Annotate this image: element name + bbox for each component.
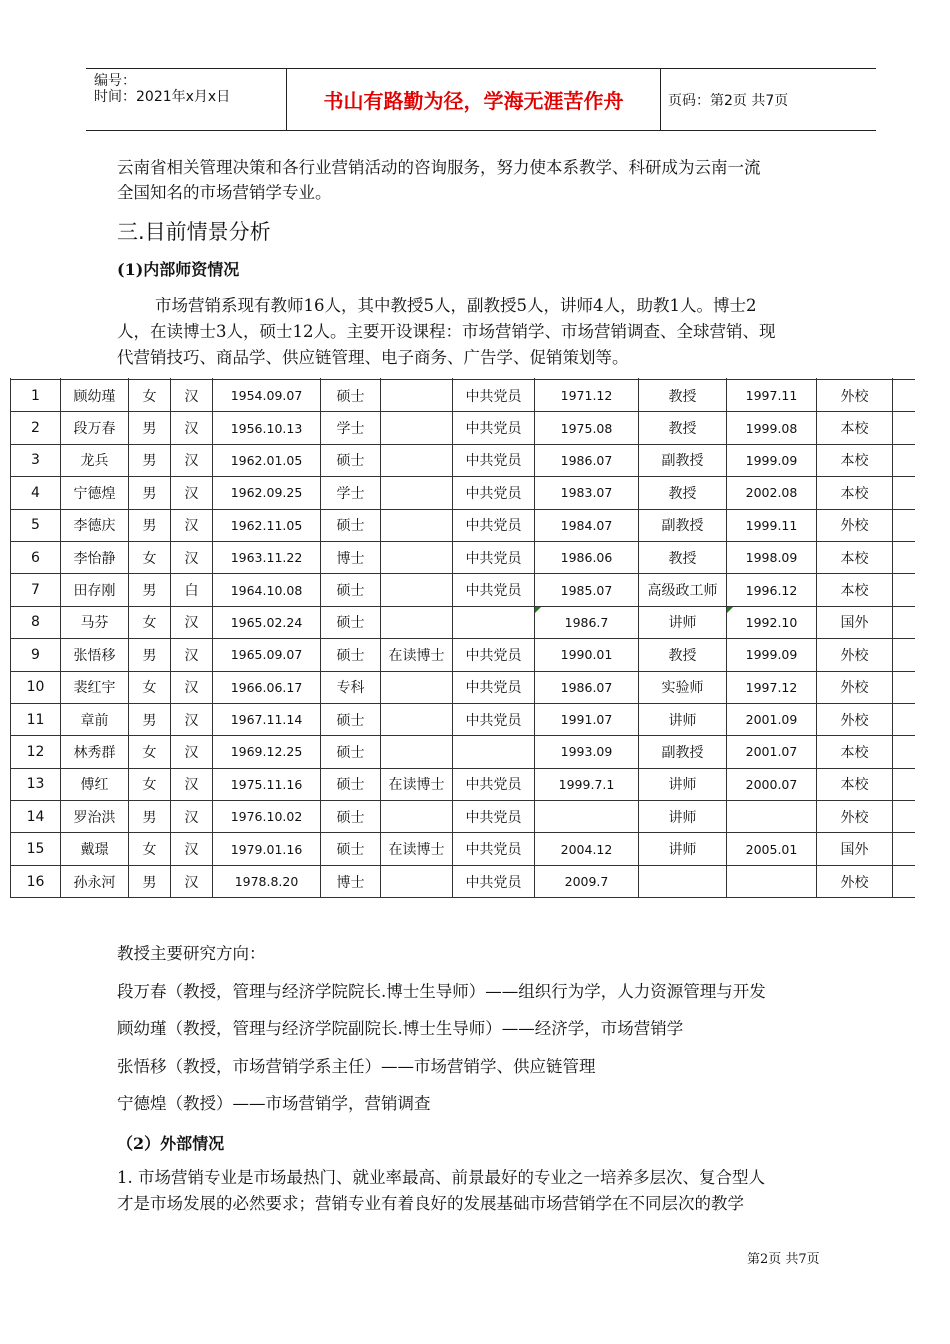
cell-ethnicity: 汉 — [171, 801, 213, 833]
cell-phd-status — [381, 801, 453, 833]
cell-ethnicity: 汉 — [171, 833, 213, 865]
cell-origin: 外校 — [817, 509, 893, 541]
cell-row-number: 12 — [11, 736, 61, 768]
cell-gender: 男 — [129, 477, 171, 509]
cell-work-start: 1986.07 — [535, 444, 639, 476]
cell-row-number: 1 — [11, 380, 61, 412]
cell-row-number: 16 — [11, 865, 61, 897]
cell-title: 实验师 — [639, 671, 727, 703]
cell-name: 傅红 — [61, 768, 129, 800]
cell-degree: 硕士 — [321, 703, 381, 735]
table-row — [11, 833, 916, 865]
cell-row-number: 15 — [11, 833, 61, 865]
table-row — [11, 412, 916, 444]
cell-origin: 本校 — [817, 541, 893, 573]
cell-ethnicity: 汉 — [171, 509, 213, 541]
cell-origin: 外校 — [817, 703, 893, 735]
cell-party: 中共党员 — [453, 574, 535, 606]
cell-title: 讲师 — [639, 606, 727, 638]
cell-title-date: 2001.07 — [727, 736, 817, 768]
cell-row-number: 11 — [11, 703, 61, 735]
cell-birth-date: 1978.8.20 — [213, 865, 321, 897]
cell-origin: 外校 — [817, 671, 893, 703]
cell-gender: 女 — [129, 380, 171, 412]
cell-birth-date: 1965.09.07 — [213, 639, 321, 671]
page-footer: 第2页 共7页 — [747, 1252, 820, 1267]
cell-degree: 硕士 — [321, 833, 381, 865]
cell-gender: 女 — [129, 541, 171, 573]
cell-name: 罗治洪 — [61, 801, 129, 833]
cell-party — [453, 736, 535, 768]
cell-birth-date: 1962.01.05 — [213, 444, 321, 476]
cell-ethnicity: 汉 — [171, 639, 213, 671]
cell-row-number: 7 — [11, 574, 61, 606]
cell-ethnicity: 汉 — [171, 541, 213, 573]
cell-birth-date: 1962.11.05 — [213, 509, 321, 541]
cell-origin: 本校 — [817, 477, 893, 509]
cell-origin: 国外 — [817, 833, 893, 865]
cell-phd-status — [381, 444, 453, 476]
cell-name: 段万春 — [61, 412, 129, 444]
cell-title-date: 1999.09 — [727, 639, 817, 671]
cell-birth-date: 1954.09.07 — [213, 380, 321, 412]
cell-phd-status: 在读博士 — [381, 833, 453, 865]
cell-party: 中共党员 — [453, 865, 535, 897]
cell-work-start: 1993.09 — [535, 736, 639, 768]
cell-birth-date: 1969.12.25 — [213, 736, 321, 768]
cell-work-start: 1991.07 — [535, 703, 639, 735]
cell-edge — [893, 509, 916, 541]
cell-title-date: 2000.07 — [727, 768, 817, 800]
cell-phd-status — [381, 736, 453, 768]
cell-degree: 学士 — [321, 477, 381, 509]
cell-origin: 本校 — [817, 768, 893, 800]
cell-party: 中共党员 — [453, 801, 535, 833]
cell-title-date: 1999.09 — [727, 444, 817, 476]
cell-origin: 本校 — [817, 444, 893, 476]
page-header — [86, 68, 876, 131]
cell-party: 中共党员 — [453, 444, 535, 476]
cell-edge — [893, 444, 916, 476]
cell-degree: 硕士 — [321, 768, 381, 800]
header-motto: 书山有路勤为径，学海无涯苦作舟 — [287, 69, 661, 130]
cell-work-start: 1983.07 — [535, 477, 639, 509]
cell-ethnicity: 汉 — [171, 380, 213, 412]
table-row — [11, 606, 916, 638]
cell-title-date: 2001.09 — [727, 703, 817, 735]
table-row — [11, 865, 916, 897]
cell-title-date: 2005.01 — [727, 833, 817, 865]
cell-birth-date: 1966.06.17 — [213, 671, 321, 703]
para1-line-3: 代营销技巧、商品学、供应链管理、电子商务、广告学、促销策划等。 — [117, 348, 629, 367]
cell-title: 教授 — [639, 412, 727, 444]
cell-degree: 专科 — [321, 671, 381, 703]
cell-phd-status — [381, 865, 453, 897]
cell-edge — [893, 865, 916, 897]
intro-line-2: 全国知名的市场营销学专业。 — [117, 183, 332, 202]
table-row — [11, 444, 916, 476]
cell-title-date — [727, 801, 817, 833]
cell-work-start: 1986.07 — [535, 671, 639, 703]
cell-title-date: 1997.12 — [727, 671, 817, 703]
cell-title: 讲师 — [639, 801, 727, 833]
cell-row-number: 13 — [11, 768, 61, 800]
header-number-label: 编号： — [94, 73, 136, 89]
para2-line-2: 才是市场发展的必然要求；营销专业有着良好的发展基础市场营销学在不同层次的教学 — [117, 1194, 744, 1213]
cell-title: 教授 — [639, 639, 727, 671]
cell-ethnicity: 汉 — [171, 736, 213, 768]
cell-title: 教授 — [639, 477, 727, 509]
cell-phd-status — [381, 574, 453, 606]
cell-work-start — [535, 801, 639, 833]
cell-name: 龙兵 — [61, 444, 129, 476]
cell-gender: 女 — [129, 833, 171, 865]
cell-birth-date: 1962.09.25 — [213, 477, 321, 509]
table-row — [11, 703, 916, 735]
cell-title — [639, 865, 727, 897]
cell-edge — [893, 541, 916, 573]
cell-title-date: 1998.09 — [727, 541, 817, 573]
staff-table — [10, 378, 915, 903]
cell-origin: 外校 — [817, 380, 893, 412]
cell-row-number: 8 — [11, 606, 61, 638]
table-row — [11, 574, 916, 606]
cell-title: 教授 — [639, 541, 727, 573]
cell-title-date: 2002.08 — [727, 477, 817, 509]
cell-degree: 学士 — [321, 412, 381, 444]
cell-degree: 硕士 — [321, 509, 381, 541]
cell-gender: 男 — [129, 509, 171, 541]
table-row — [11, 801, 916, 833]
table-row — [11, 509, 916, 541]
cell-work-start: 1986.7 — [535, 606, 639, 638]
cell-name: 宁德煌 — [61, 477, 129, 509]
cell-title: 副教授 — [639, 736, 727, 768]
cell-name: 顾幼瑾 — [61, 380, 129, 412]
cell-degree: 硕士 — [321, 380, 381, 412]
cell-title-date: 1996.12 — [727, 574, 817, 606]
cell-phd-status — [381, 509, 453, 541]
cell-origin: 本校 — [817, 736, 893, 768]
table-row — [11, 736, 916, 768]
cell-phd-status: 在读博士 — [381, 768, 453, 800]
cell-gender: 男 — [129, 574, 171, 606]
header-meta — [86, 69, 287, 130]
cell-phd-status — [381, 606, 453, 638]
cell-ethnicity: 汉 — [171, 703, 213, 735]
cell-title: 讲师 — [639, 768, 727, 800]
cell-birth-date: 1976.10.02 — [213, 801, 321, 833]
cell-title: 副教授 — [639, 444, 727, 476]
cell-work-start: 1971.12 — [535, 380, 639, 412]
cell-phd-status — [381, 671, 453, 703]
subsection-1-heading: (1)内部师资情况 — [117, 260, 240, 279]
para1-line-1: 市场营销系现有教师16人，其中教授5人，副教授5人，讲师4人，助教1人。博士2 — [155, 296, 757, 315]
cell-party: 中共党员 — [453, 703, 535, 735]
cell-ethnicity: 汉 — [171, 671, 213, 703]
cell-title-date: 1999.11 — [727, 509, 817, 541]
cell-degree: 硕士 — [321, 736, 381, 768]
cell-row-number: 14 — [11, 801, 61, 833]
cell-birth-date: 1975.11.16 — [213, 768, 321, 800]
cell-party — [453, 606, 535, 638]
cell-party: 中共党员 — [453, 671, 535, 703]
cell-title: 讲师 — [639, 833, 727, 865]
cell-ethnicity: 汉 — [171, 444, 213, 476]
cell-phd-status — [381, 541, 453, 573]
cell-work-start: 1975.08 — [535, 412, 639, 444]
cell-degree: 硕士 — [321, 444, 381, 476]
cell-party: 中共党员 — [453, 412, 535, 444]
cell-row-number: 9 — [11, 639, 61, 671]
cell-edge — [893, 380, 916, 412]
cell-gender: 女 — [129, 736, 171, 768]
cell-gender: 女 — [129, 768, 171, 800]
cell-origin: 外校 — [817, 865, 893, 897]
subsection-2-heading: （2）外部情况 — [117, 1134, 225, 1153]
cell-degree: 博士 — [321, 541, 381, 573]
header-time-label: 时间：2021年x月x日 — [94, 89, 231, 105]
cell-title-date: 1992.10 — [727, 606, 817, 638]
cell-title-date: 1999.08 — [727, 412, 817, 444]
research-line-3: 张悟移（教授，市场营销学系主任）——市场营销学、供应链管理 — [117, 1057, 596, 1076]
cell-edge — [893, 703, 916, 735]
cell-edge — [893, 477, 916, 509]
cell-origin: 外校 — [817, 639, 893, 671]
cell-edge — [893, 768, 916, 800]
cell-degree: 博士 — [321, 865, 381, 897]
table-row — [11, 639, 916, 671]
table-row — [11, 380, 916, 412]
cell-name: 孙永河 — [61, 865, 129, 897]
cell-gender: 男 — [129, 801, 171, 833]
cell-name: 裴红宇 — [61, 671, 129, 703]
cell-work-start: 2004.12 — [535, 833, 639, 865]
cell-ethnicity: 汉 — [171, 865, 213, 897]
cell-birth-date: 1963.11.22 — [213, 541, 321, 573]
cell-ethnicity: 白 — [171, 574, 213, 606]
cell-edge — [893, 412, 916, 444]
cell-work-start: 1985.07 — [535, 574, 639, 606]
cell-edge — [893, 639, 916, 671]
cell-name: 张悟移 — [61, 639, 129, 671]
cell-title-date — [727, 865, 817, 897]
table-row — [11, 671, 916, 703]
cell-party: 中共党员 — [453, 509, 535, 541]
section-3-heading: 三.目前情景分析 — [117, 220, 271, 244]
cell-work-start: 2009.7 — [535, 865, 639, 897]
cell-row-number: 10 — [11, 671, 61, 703]
intro-line-1: 云南省相关管理决策和各行业营销活动的咨询服务，努力使本系教学、科研成为云南一流 — [117, 158, 761, 177]
cell-name: 田存刚 — [61, 574, 129, 606]
cell-name: 马芬 — [61, 606, 129, 638]
cell-degree: 硕士 — [321, 606, 381, 638]
cell-edge — [893, 801, 916, 833]
cell-birth-date: 1979.01.16 — [213, 833, 321, 865]
cell-title: 教授 — [639, 380, 727, 412]
cell-work-start: 1990.01 — [535, 639, 639, 671]
cell-party: 中共党员 — [453, 639, 535, 671]
cell-title: 高级政工师 — [639, 574, 727, 606]
cell-party: 中共党员 — [453, 768, 535, 800]
research-line-2: 顾幼瑾（教授，管理与经济学院副院长.博士生导师）——经济学，市场营销学 — [117, 1019, 684, 1038]
cell-row-number: 3 — [11, 444, 61, 476]
cell-origin: 本校 — [817, 412, 893, 444]
cell-row-number: 2 — [11, 412, 61, 444]
table-row — [11, 541, 916, 573]
cell-ethnicity: 汉 — [171, 768, 213, 800]
cell-edge — [893, 606, 916, 638]
cell-row-number: 6 — [11, 541, 61, 573]
cell-gender: 男 — [129, 865, 171, 897]
cell-birth-date: 1964.10.08 — [213, 574, 321, 606]
cell-work-start: 1999.7.1 — [535, 768, 639, 800]
cell-party: 中共党员 — [453, 833, 535, 865]
cell-birth-date: 1965.02.24 — [213, 606, 321, 638]
cell-edge — [893, 671, 916, 703]
cell-title: 副教授 — [639, 509, 727, 541]
research-line-1: 段万春（教授，管理与经济学院院长.博士生导师）——组织行为学，人力资源管理与开发 — [117, 982, 766, 1001]
cell-phd-status: 在读博士 — [381, 639, 453, 671]
cell-row-number: 5 — [11, 509, 61, 541]
cell-name: 章前 — [61, 703, 129, 735]
cell-gender: 男 — [129, 639, 171, 671]
cell-gender: 女 — [129, 671, 171, 703]
table-row — [11, 477, 916, 509]
research-title: 教授主要研究方向： — [117, 944, 266, 963]
cell-title-date: 1997.11 — [727, 380, 817, 412]
cell-name: 李德庆 — [61, 509, 129, 541]
cell-party: 中共党员 — [453, 380, 535, 412]
cell-phd-status — [381, 703, 453, 735]
cell-edge — [893, 574, 916, 606]
cell-gender: 男 — [129, 703, 171, 735]
cell-name: 李怡静 — [61, 541, 129, 573]
cell-degree: 硕士 — [321, 801, 381, 833]
cell-gender: 女 — [129, 606, 171, 638]
cell-work-start: 1986.06 — [535, 541, 639, 573]
cell-party: 中共党员 — [453, 541, 535, 573]
research-line-4: 宁德煌（教授）——市场营销学，营销调查 — [117, 1094, 431, 1113]
cell-phd-status — [381, 412, 453, 444]
cell-row-number: 4 — [11, 477, 61, 509]
cell-party: 中共党员 — [453, 477, 535, 509]
cell-origin: 国外 — [817, 606, 893, 638]
cell-degree: 硕士 — [321, 574, 381, 606]
table-row — [11, 768, 916, 800]
cell-title: 讲师 — [639, 703, 727, 735]
para1-line-2: 人，在读博士3人，硕士12人。主要开设课程：市场营销学、市场营销调查、全球营销、现 — [117, 322, 776, 341]
cell-name: 戴璟 — [61, 833, 129, 865]
cell-ethnicity: 汉 — [171, 606, 213, 638]
cell-work-start: 1984.07 — [535, 509, 639, 541]
cell-birth-date: 1967.11.14 — [213, 703, 321, 735]
cell-phd-status — [381, 380, 453, 412]
cell-ethnicity: 汉 — [171, 412, 213, 444]
cell-phd-status — [381, 477, 453, 509]
para2-line-1: 1. 市场营销专业是市场最热门、就业率最高、前景最好的专业之一培养多层次、复合型人 — [117, 1168, 765, 1187]
cell-origin: 外校 — [817, 801, 893, 833]
cell-degree: 硕士 — [321, 639, 381, 671]
cell-edge — [893, 736, 916, 768]
cell-edge — [893, 833, 916, 865]
cell-gender: 男 — [129, 444, 171, 476]
cell-birth-date: 1956.10.13 — [213, 412, 321, 444]
cell-origin: 本校 — [817, 574, 893, 606]
cell-name: 林秀群 — [61, 736, 129, 768]
cell-gender: 男 — [129, 412, 171, 444]
cell-ethnicity: 汉 — [171, 477, 213, 509]
header-page-info: 页码：第2页 共7页 — [668, 92, 789, 109]
